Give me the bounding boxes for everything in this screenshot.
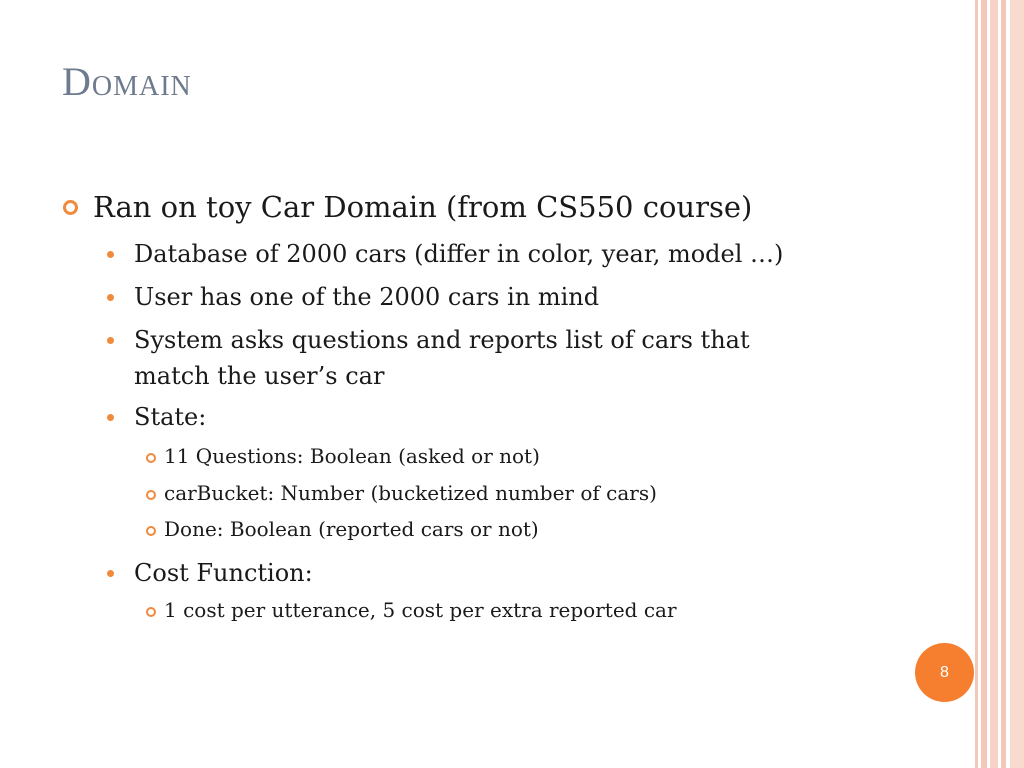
bullet-level3: 1 cost per utterance, 5 cost per extra reported car xyxy=(164,598,677,622)
bullet-dot-icon xyxy=(107,414,114,421)
bullet-level2: Cost Function: xyxy=(134,559,313,587)
bullet-dot-icon xyxy=(107,337,114,344)
decorative-stripe xyxy=(1001,0,1006,768)
bullet-level2-line2: match the user’s car xyxy=(134,362,385,390)
bullet-dot-icon xyxy=(107,570,114,577)
bullet-level3: 11 Questions: Boolean (asked or not) xyxy=(164,444,540,468)
bullet-level2-line1: System asks questions and reports list of cars that xyxy=(134,326,750,354)
decorative-stripe xyxy=(981,0,987,768)
decorative-stripe xyxy=(990,0,998,768)
bullet-level1: Ran on toy Car Domain (from CS550 course) xyxy=(93,190,753,224)
bullet-ring-small-icon xyxy=(146,607,156,617)
bullet-ring-icon xyxy=(63,200,78,215)
decorative-stripe xyxy=(1010,0,1024,768)
page-number-badge: 8 xyxy=(915,643,974,702)
bullet-ring-small-icon xyxy=(146,490,156,500)
decorative-stripe xyxy=(975,0,978,768)
bullet-level2: State: xyxy=(134,403,207,431)
bullet-level2: User has one of the 2000 cars in mind xyxy=(134,283,600,311)
bullet-ring-small-icon xyxy=(146,453,156,463)
bullet-dot-icon xyxy=(107,294,114,301)
bullet-dot-icon xyxy=(107,251,114,258)
bullet-ring-small-icon xyxy=(146,526,156,536)
bullet-level3: carBucket: Number (bucketized number of cars) xyxy=(164,481,657,505)
bullet-level2: Database of 2000 cars (differ in color, year, model …) xyxy=(134,240,784,268)
bullet-level3: Done: Boolean (reported cars or not) xyxy=(164,517,539,541)
slide-title: Domain xyxy=(62,59,192,104)
